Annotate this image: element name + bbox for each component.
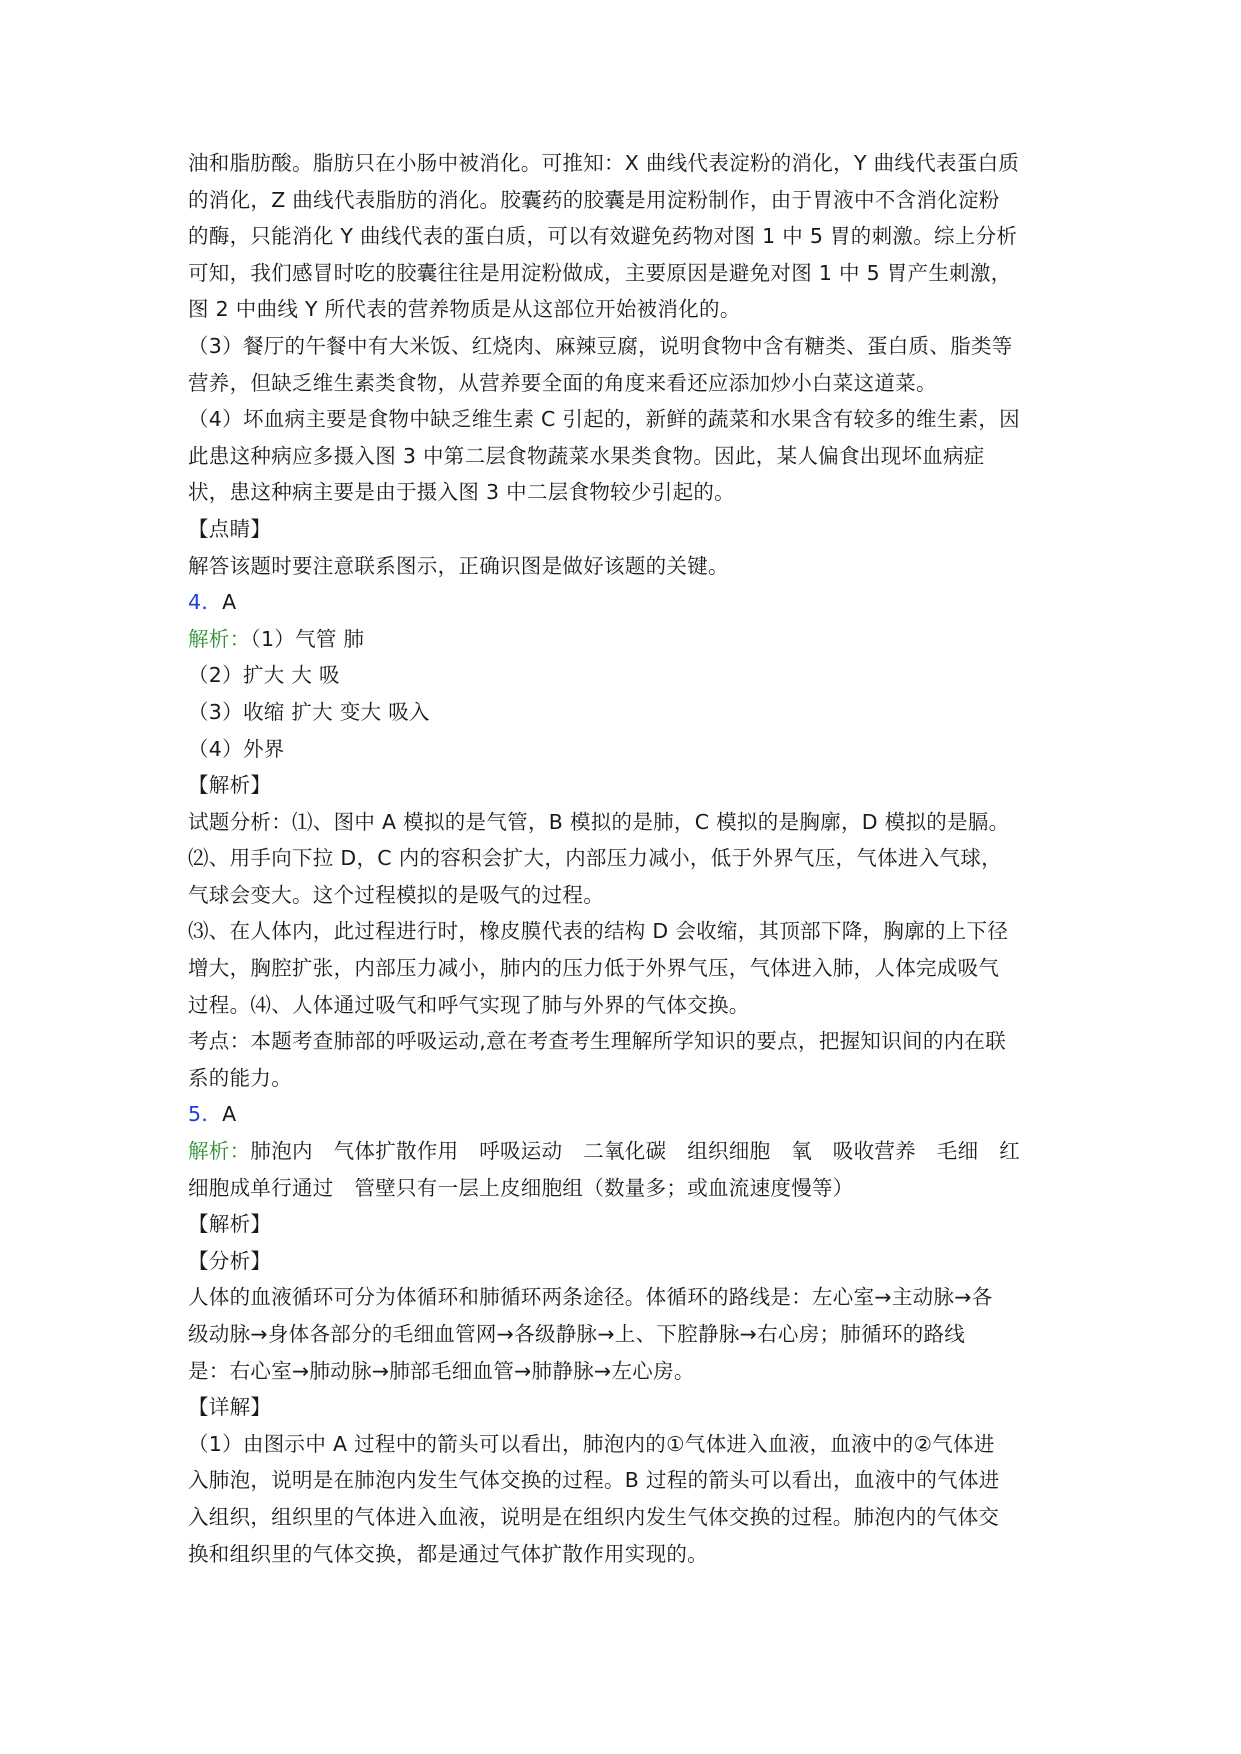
- text-line: ⑵、用手向下拉 D，C 内的容积会扩大，内部压力减小，低于外界气压，气体进入气球，: [188, 846, 1002, 871]
- answer-line: （2）扩大 大 吸: [188, 663, 340, 688]
- section-heading: 【解析】: [188, 773, 272, 798]
- section-heading: 【解析】: [188, 1212, 272, 1237]
- text-line: 的消化，Z 曲线代表脂肪的消化。胶囊药的胶囊是用淀粉制作，由于胃液中不含消化淀粉: [188, 187, 1000, 212]
- section-heading: 【点睛】: [188, 516, 272, 541]
- text-line: 此患这种病应多摄入图 3 中第二层食物蔬菜水果类食物。因此，某人偏食出现坏血病症: [188, 443, 985, 468]
- question-number: 4．: [188, 590, 223, 615]
- jiexi-line: [188, 621, 1058, 658]
- text-line: 入肺泡，说明是在肺泡内发生气体交换的过程。B 过程的箭头可以看出，血液中的气体进: [188, 1468, 1000, 1493]
- text-line: 考点：本题考查肺部的呼吸运动,意在考查考生理解所学知识的要点，把握知识间的内在联: [188, 1029, 1007, 1054]
- question-answer: A: [222, 1102, 237, 1127]
- question-answer: A: [222, 590, 237, 615]
- text-line: 图 2 中曲线 Y 所代表的营养物质是从这部位开始被消化的。: [188, 297, 741, 322]
- text-line: 系的能力。: [188, 1065, 292, 1090]
- answer-line: （3）收缩 扩大 变大 吸入: [188, 699, 430, 724]
- text-line: （3）餐厅的午餐中有大米饭、红烧肉、麻辣豆腐，说明食物中含有糖类、蛋白质、脂类等: [188, 333, 1013, 358]
- answer-line: （4）外界: [188, 736, 285, 761]
- question-number: 5．: [188, 1102, 223, 1127]
- text-line: 是：右心室→肺动脉→肺部毛细血管→肺静脉→左心房。: [188, 1358, 695, 1383]
- question-answer-line: [188, 584, 1058, 621]
- text-line: 气球会变大。这个过程模拟的是吸气的过程。: [188, 882, 604, 907]
- text-line: 入组织，组织里的气体进入血液，说明是在组织内发生气体交换的过程。肺泡内的气体交: [188, 1504, 1000, 1529]
- text-line: 解答该题时要注意联系图示，正确识图是做好该题的关键。: [188, 553, 729, 578]
- text-line: 的酶，只能消化 Y 曲线代表的蛋白质，可以有效避免药物对图 1 中 5 胃的刺激。综上分析: [188, 224, 1018, 249]
- text-line: 换和组织里的气体交换，都是通过气体扩散作用实现的。: [188, 1541, 708, 1566]
- text-line: 试题分析：⑴、图中 A 模拟的是气管，B 模拟的是肺，C 模拟的是胸廓，D 模拟的是膈。: [188, 809, 1010, 834]
- answer-text: 肺泡内 气体扩散作用 呼吸运动 二氧化碳 组织细胞 氧 吸收营养 毛细 红: [250, 1139, 1021, 1164]
- text-line: （1）由图示中 A 过程中的箭头可以看出，肺泡内的①气体进入血液，血液中的②气体进: [188, 1431, 995, 1456]
- section-heading: 【分析】: [188, 1248, 272, 1273]
- text-line: 级动脉→身体各部分的毛细血管网→各级静脉→上、下腔静脉→右心房；肺循环的路线: [188, 1322, 966, 1346]
- jiexi-label: 解析：: [188, 1139, 251, 1164]
- text-line: ⑶、在人体内，此过程进行时，橡皮膜代表的结构 D 会收缩，其顶部下降，胸廓的上下径: [188, 919, 1009, 944]
- section-heading: 【详解】: [188, 1395, 272, 1420]
- text-line: 营养，但缺乏维生素类食物，从营养要全面的角度来看还应添加炒小白菜这道菜。: [188, 370, 937, 395]
- answer-line: 细胞成单行通过 管壁只有一层上皮细胞组（数量多；或血流速度慢等）: [188, 1175, 854, 1200]
- answer-text: （1）气管 肺: [250, 626, 365, 651]
- text-line: 人体的血液循环可分为体循环和肺循环两条途径。体循环的路线是：左心室→主动脉→各: [188, 1285, 993, 1310]
- text-line: 油和脂肪酸。脂肪只在小肠中被消化。可推知：X 曲线代表淀粉的消化，Y 曲线代表蛋白质: [188, 151, 1020, 175]
- text-line: 增大，胸腔扩张，内部压力减小，肺内的压力低于外界气压，气体进入肺，人体完成吸气: [188, 956, 1000, 981]
- document-content: [188, 145, 1058, 1572]
- text-line: 状，患这种病主要是由于摄入图 3 中二层食物较少引起的。: [188, 480, 735, 505]
- text-line: （4）坏血病主要是食物中缺乏维生素 C 引起的，新鲜的蔬菜和水果含有较多的维生素，因: [188, 407, 1020, 432]
- text-line: 可知，我们感冒时吃的胶囊往往是用淀粉做成，主要原因是避免对图 1 中 5 胃产生刺激，: [188, 260, 1012, 285]
- text-line: 过程。⑷、人体通过吸气和呼气实现了肺与外界的气体交换。: [188, 992, 750, 1017]
- question-answer-line: [188, 1096, 1058, 1133]
- jiexi-line: [188, 1133, 1058, 1170]
- jiexi-label: 解析：: [188, 626, 251, 651]
